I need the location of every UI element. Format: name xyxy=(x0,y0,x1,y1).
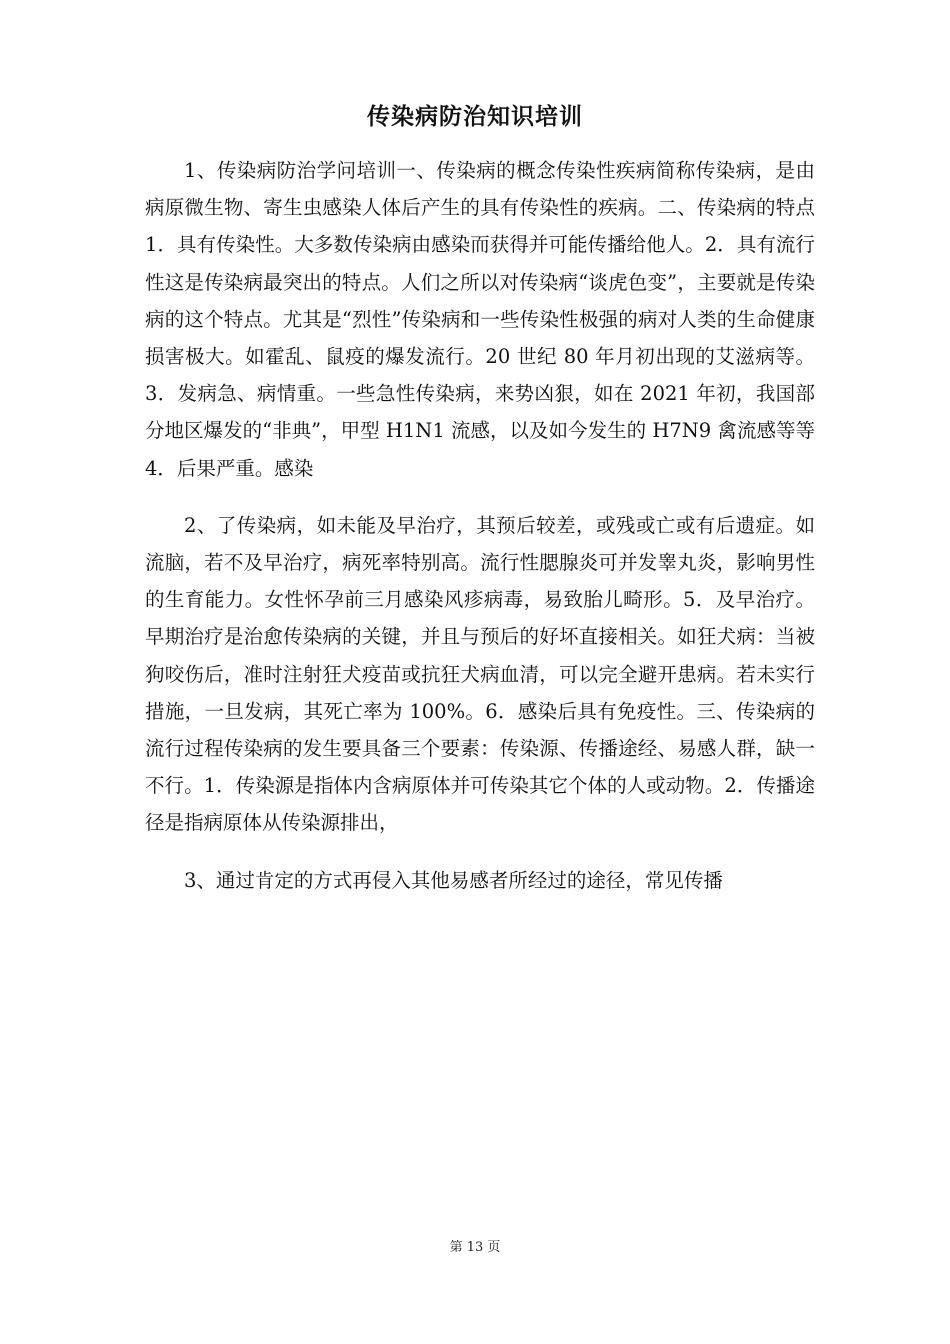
paragraph-2: 2、了传染病，如未能及早治疗，其预后较差，或残或亡或有后遗症。如流脑，若不及早治疗，病死率特别高。流行性腮腺炎可并发睾丸炎，影响男性的生育能力。女性怀孕前三月感染风疹病毒，易致胎儿畸形。5．及早治疗。早期治疗是治愈传染病的关键，并且与预后的好坏直接相关。如狂犬病：当被狗咬伤后，准时注射狂犬疫苗或抗狂犬病血清，可以完全避开患病。若未实行措施，一旦发病，其死亡率为 100%。6．感染后具有免疫性。三、传染病的流行过程传染病的发生要具备三个要素：传染源、传播途经、易感人群，缺一不行。1．传染源是指体内含病原体并可传染其它个体的人或动物。2．传播途径是指病原体从传染源排出， xyxy=(145,513,815,835)
document-title: 传染病防治知识培训 xyxy=(367,103,583,130)
paragraph-3: 3、通过肯定的方式再侵入其他易感者所经过的途径，常见传播 xyxy=(184,868,723,892)
page-number: 第 13 页 xyxy=(449,1240,501,1255)
paragraph-1: 1、传染病防治学问培训一、传染病的概念传染性疾病简称传染病，是由病原微生物、寄生虫感染人体后产生的具有传染性的疾病。二、传染病的特点1．具有传染性。大多数传染病由感染而获得并可能传播给他人。2．具有流行性这是传染病最突出的特点。人们之所以对传染病“谈虎色变”，主要就是传染病的这个特点。尤其是“烈性”传染病和一些传染性极强的病对人类的生命健康损害极大。如霍乱、鼠疫的爆发流行。20 世纪 80 年月初出现的艾滋病等。3．发病急、病情重。一些急性传染病，来势凶狠，如在 2021 年初，我国部分地区爆发的“非典”，甲型 H1N1 流感，以及如今发生的 H7N9 禽流感等等 4．后果严重。感染 xyxy=(145,159,815,480)
document-body xyxy=(145,152,815,899)
